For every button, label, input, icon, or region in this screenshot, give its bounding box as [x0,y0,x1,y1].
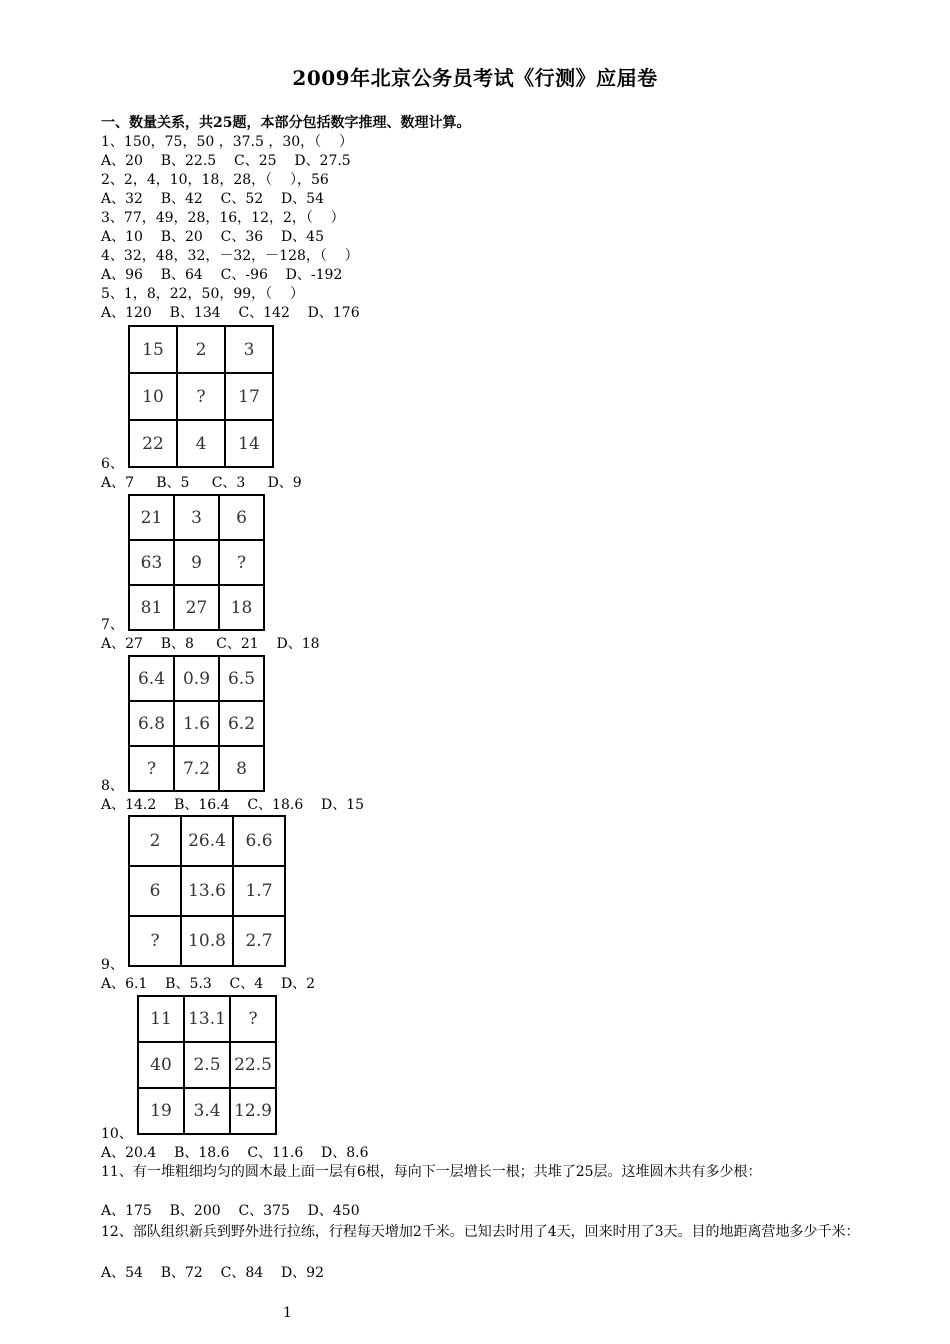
grid-cell: 19 [138,1088,184,1134]
question-4: 4、32，48，32，－32，－128，（ ） [101,248,359,264]
grid-cell: 15 [129,326,177,373]
grid-cell: 6.2 [219,701,264,746]
grid-cell: 2 [177,326,225,373]
grid-cell: 3 [174,495,219,540]
grid-cell: 22.5 [230,1042,276,1088]
question-10: 10、 [101,1126,133,1142]
grid-cell: 26.4 [181,816,233,866]
grid-cell: 22 [129,420,177,467]
grid-cell: 8 [219,746,264,791]
question-8: 8、 [101,778,124,794]
grid-cell: 7.2 [174,746,219,791]
grid-cell: ? [230,996,276,1042]
grid-cell: 6 [129,866,181,916]
grid-cell: 3.4 [184,1088,230,1134]
question-7-options: A、27 B、8 C、21 D、18 [101,636,320,652]
grid-cell: 2.7 [233,916,285,966]
grid-cell: 12.9 [230,1088,276,1134]
question-6-grid [128,325,274,468]
grid-cell: 3 [225,326,273,373]
grid-cell: 2.5 [184,1042,230,1088]
grid-cell: 17 [225,373,273,420]
grid-cell: 14 [225,420,273,467]
grid-cell: ? [177,373,225,420]
question-9: 9、 [101,957,124,973]
page-number: 1 [283,1305,292,1321]
question-3: 3、77，49，28，16，12，2，（ ） [101,210,345,226]
grid-cell: 6.6 [233,816,285,866]
grid-cell: 18 [219,585,264,630]
question-7-grid [128,494,265,631]
grid-cell: ? [129,746,174,791]
grid-cell: 1.6 [174,701,219,746]
grid-cell: ? [129,916,181,966]
grid-cell: 4 [177,420,225,467]
grid-cell: 0.9 [174,656,219,701]
grid-cell: 11 [138,996,184,1042]
question-9-options: A、6.1 B、5.3 C、4 D、2 [101,976,316,992]
grid-cell: 13.1 [184,996,230,1042]
question-11: 11、有一堆粗细均匀的圆木最上面一层有6根，每向下一层增长一根；共堆了25层。这堆圆木共有多少根： [101,1164,762,1180]
question-6-options: A、7 B、5 C、3 D、9 [101,475,302,491]
question-2: 2、2，4，10，18，28，（ ），56 [101,172,329,188]
grid-cell: 21 [129,495,174,540]
grid-cell: 6.5 [219,656,264,701]
question-1: 1、150，75，50 ，37.5 ，30，（ ） [101,134,353,150]
grid-cell: 6.8 [129,701,174,746]
question-7: 7、 [101,617,124,633]
grid-cell: 6 [219,495,264,540]
question-12-options: A、54 B、72 C、84 D、92 [101,1265,324,1281]
question-8-options: A、14.2 B、16.4 C、18.6 D、15 [101,797,365,813]
question-10-options: A、20.4 B、18.6 C、11.6 D、8.6 [101,1145,369,1161]
question-12: 12、部队组织新兵到野外进行拉练，行程每天增加2千米。已知去时用了4天，回来时用了3天。目的地距离营地多少千米： [101,1224,860,1240]
question-3-options: A、10 B、20 C、36 D、45 [101,229,324,245]
question-11-options: A、175 B、200 C、375 D、450 [101,1203,360,1219]
section-heading: 一、数量关系，共25题，本部分包括数字推理、数理计算。 [101,115,471,131]
grid-cell: 2 [129,816,181,866]
grid-cell: 9 [174,540,219,585]
grid-cell: 40 [138,1042,184,1088]
grid-cell: 63 [129,540,174,585]
question-2-options: A、32 B、42 C、52 D、54 [101,191,324,207]
question-8-grid [128,655,265,792]
question-5-options: A、120 B、134 C、142 D、176 [101,305,360,321]
grid-cell: 1.7 [233,866,285,916]
question-6: 6、 [101,456,124,472]
grid-cell: 27 [174,585,219,630]
question-9-grid [128,815,286,967]
grid-cell: 81 [129,585,174,630]
grid-cell: 13.6 [181,866,233,916]
page-title: 2009年北京公务员考试《行测》应届卷 [292,66,658,90]
grid-cell: 10 [129,373,177,420]
question-4-options: A、96 B、64 C、-96 D、-192 [101,267,343,283]
question-1-options: A、20 B、22.5 C、25 D、27.5 [101,153,351,169]
grid-cell: 10.8 [181,916,233,966]
grid-cell: ? [219,540,264,585]
question-5: 5、1，8，22，50，99，（ ） [101,286,304,302]
grid-cell: 6.4 [129,656,174,701]
question-10-grid [137,995,277,1135]
